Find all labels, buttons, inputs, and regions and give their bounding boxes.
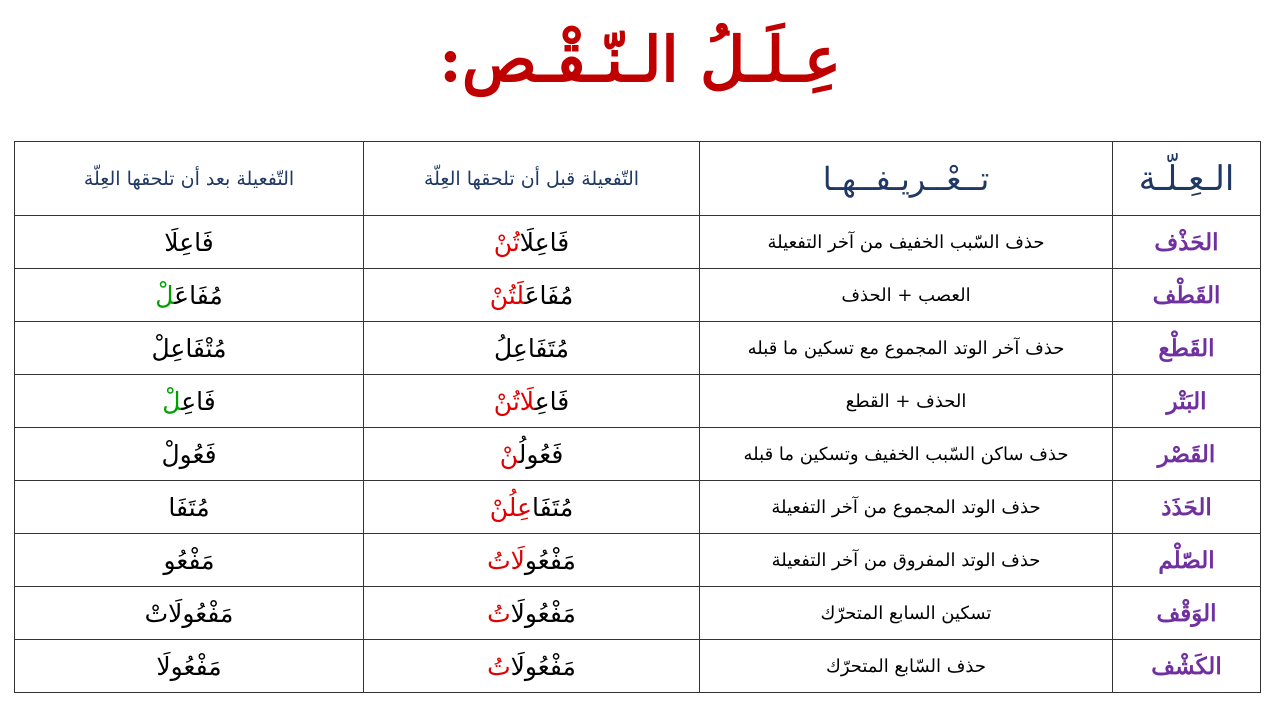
illa-name-cell: البَتْر [1113,375,1261,428]
after-tafila [168,493,209,522]
definition-cell: حذف الوتد المجموع من آخر التفعيلة [700,481,1113,534]
before-tafila-base: مُتَفَاعِلُ [493,333,570,363]
before-tafila-base: مَفْعُولَا [510,598,576,628]
before-tafila-cell [364,322,700,375]
header-definition: تــعْــريـفــهـا [700,142,1113,216]
before-tafila-base: مَفْعُولَا [510,651,576,681]
before-tafila [494,334,569,363]
after-tafila-base: فَعُولْ [161,439,217,469]
after-tafila-base: مُتْفَاعِلْ [151,333,227,363]
after-tafila-cell [15,322,364,375]
table-row [15,269,1261,322]
before-tafila [487,652,576,681]
table-row [15,428,1261,481]
before-tafila-cell [364,640,700,693]
before-tafila-changed-part: لَتُنْ [489,280,525,310]
after-tafila [164,228,213,257]
table-row [15,481,1261,534]
before-tafila-base: مَفْعُو [524,545,576,575]
after-tafila [156,652,221,681]
after-tafila [161,440,216,469]
illa-name-cell: القَصْر [1113,428,1261,481]
after-tafila-base: مَفْعُو [163,545,215,575]
before-tafila-base: فَعُولُ [518,439,564,469]
after-tafila-cell [15,587,364,640]
header-before: التّفعيلة قبل أن تلحقها العِلّة [364,142,700,216]
after-tafila-base: فَاعِ [181,386,216,416]
before-tafila-cell [364,428,700,481]
definition-cell: حذف السّابع المتحرّك [700,640,1113,693]
before-tafila-base: مُفَاعَ [524,280,574,310]
header-after: التّفعيلة بعد أن تلحقها العِلّة [15,142,364,216]
illa-name-cell: الصّلْم [1113,534,1261,587]
table-row [15,587,1261,640]
illa-table [14,141,1261,693]
table-row [15,640,1261,693]
after-tafila-base: مَفْعُولَاتْ [144,598,234,628]
before-tafila [487,546,576,575]
header-illa: الـعِـلّـة [1113,142,1261,216]
before-tafila-changed-part: نْ [499,439,519,469]
after-tafila-base: فَاعِلَا [164,227,214,257]
table-header-row [15,142,1261,216]
after-tafila-cell [15,640,364,693]
after-tafila [151,334,226,363]
definition-cell: حذف آخر الوتد المجموع مع تسكين ما قبله [700,322,1113,375]
table-row [15,322,1261,375]
after-tafila-cell [15,269,364,322]
before-tafila-cell [364,375,700,428]
after-tafila [162,387,215,416]
illa-name-cell: القَطْع [1113,322,1261,375]
definition-cell: الحذف + القطع [700,375,1113,428]
before-tafila-base: مُتَفَا [532,492,574,522]
before-tafila-cell [364,534,700,587]
illa-name-cell: الكَشْف [1113,640,1261,693]
after-tafila-changed-part: لْ [162,386,182,416]
before-tafila-changed-part: تُنْ [493,227,520,257]
definition-cell: تسكين السابع المتحرّك [700,587,1113,640]
before-tafila [500,440,564,469]
before-tafila [490,281,573,310]
illa-name-cell: الحَذْف [1113,216,1261,269]
after-tafila-cell [15,428,364,481]
before-tafila-base: فَاعِ [534,386,570,416]
table-row [15,375,1261,428]
page-title: عِـلَـلُ الـنّـقْـص: [439,23,841,96]
after-tafila [145,599,234,628]
after-tafila-changed-part: لْ [155,280,175,310]
before-tafila-cell [364,269,700,322]
illa-name-cell: الوَقْف [1113,587,1261,640]
after-tafila [163,546,214,575]
before-tafila-base: فَاعِلَا [519,227,570,257]
definition-cell: حذف السّبب الخفيف من آخر التفعيلة [700,216,1113,269]
after-tafila-cell [15,375,364,428]
definition-cell: حذف الوتد المفروق من آخر التفعيلة [700,534,1113,587]
after-tafila-base: مُفَاعَ [174,280,223,310]
after-tafila-cell [15,481,364,534]
illa-name-cell: الحَذَذ [1113,481,1261,534]
illa-name-cell: القَطْف [1113,269,1261,322]
definition-cell: العصب + الحذف [700,269,1113,322]
before-tafila [494,228,569,257]
before-tafila-cell [364,216,700,269]
before-tafila-changed-part: لَاتُنْ [493,386,535,416]
before-tafila-changed-part: لَاتُ [487,545,525,575]
after-tafila-cell [15,534,364,587]
before-tafila-changed-part: تُ [487,651,511,681]
before-tafila-cell [364,587,700,640]
after-tafila-base: مُتَفَا [168,492,210,522]
definition-cell: حذف ساكن السّبب الخفيف وتسكين ما قبله [700,428,1113,481]
table-row [15,216,1261,269]
before-tafila [490,493,573,522]
after-tafila-cell [15,216,364,269]
before-tafila [494,387,569,416]
table-row [15,534,1261,587]
before-tafila [487,599,576,628]
before-tafila-cell [364,481,700,534]
table-body [15,216,1261,693]
before-tafila-changed-part: تُ [487,598,511,628]
after-tafila-base: مَفْعُولَا [156,651,222,681]
after-tafila [155,281,223,310]
before-tafila-changed-part: عِلُنْ [489,492,533,522]
